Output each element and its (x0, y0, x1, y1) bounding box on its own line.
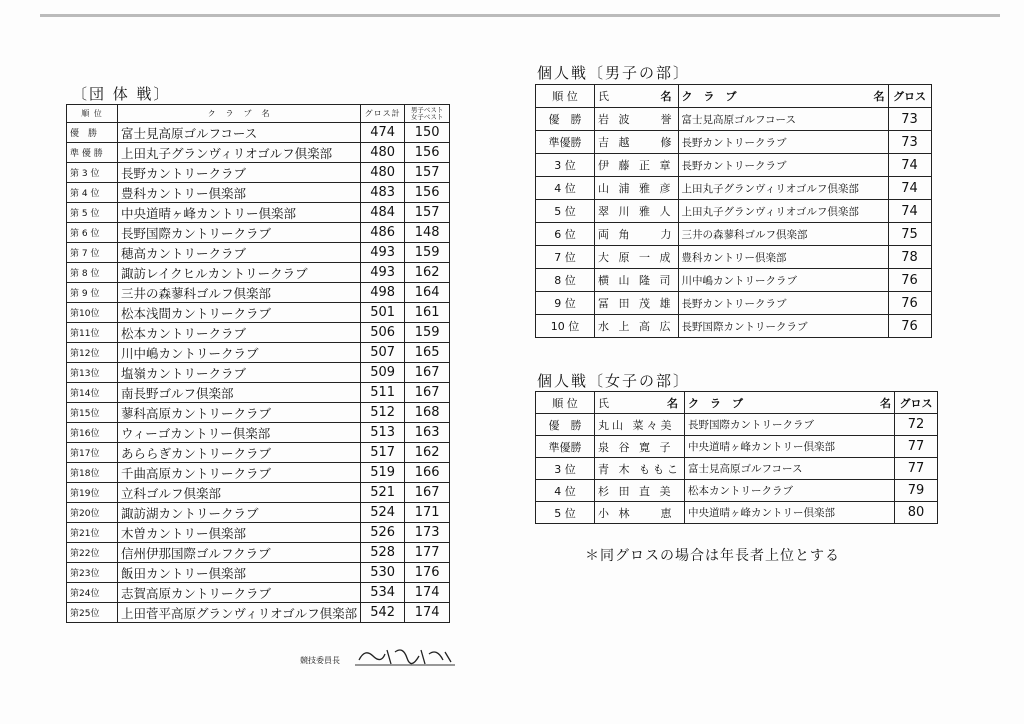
header-club: ク ラ ブ 名 (118, 105, 361, 123)
header-gross: グロス (888, 85, 931, 108)
team-row (67, 163, 450, 183)
team-best: 159 (405, 243, 450, 263)
women-rank: 5 位 (536, 502, 595, 524)
team-row (67, 503, 450, 523)
team-row (67, 323, 450, 343)
men-player-name: 翠 川 雅 人 (595, 200, 679, 223)
men-player-name: 吉 越 修 (595, 131, 679, 154)
women-row (536, 414, 938, 436)
team-rank: 第 7 位 (67, 243, 118, 263)
team-rank: 第21位 (67, 523, 118, 543)
team-best: 156 (405, 183, 450, 203)
men-rank: 優 勝 (536, 108, 595, 131)
header-men-best: 男子ベスト (410, 105, 444, 114)
team-gross-total: 501 (361, 303, 405, 323)
men-section-title: 個人戦〔男子の部〕 (537, 64, 691, 82)
team-gross-total: 511 (361, 383, 405, 403)
team-rank: 準 優 勝 (67, 143, 118, 163)
men-gross: 73 (888, 108, 931, 131)
team-row (67, 523, 450, 543)
women-club: 長野国際カントリークラブ (685, 414, 895, 436)
team-rank: 第15位 (67, 403, 118, 423)
team-gross-total: 524 (361, 503, 405, 523)
header-club: ク ラ ブ 名 (685, 392, 895, 414)
team-rank: 第10位 (67, 303, 118, 323)
team-club: 諏訪レイクヒルカントリークラブ (118, 263, 361, 283)
men-gross: 74 (888, 200, 931, 223)
team-club: 諏訪湖カントリークラブ (118, 503, 361, 523)
women-player-name: 青 木 ももこ (595, 458, 685, 480)
men-player-name: 山 浦 雅 彦 (595, 177, 679, 200)
men-player-name: 横 山 隆 司 (595, 269, 679, 292)
team-best: 168 (405, 403, 450, 423)
team-club: 穂高カントリークラブ (118, 243, 361, 263)
men-row (536, 108, 932, 131)
team-rank: 第 8 位 (67, 263, 118, 283)
team-club: 飯田カントリー倶楽部 (118, 563, 361, 583)
team-gross-total: 512 (361, 403, 405, 423)
scan-edge-line (40, 14, 1000, 17)
header-name: 氏 名 (595, 85, 679, 108)
team-club: 千曲高原カントリークラブ (118, 463, 361, 483)
header-rank: 順 位 (536, 392, 595, 414)
team-rank: 第18位 (67, 463, 118, 483)
men-gross: 78 (888, 246, 931, 269)
team-gross-total: 534 (361, 583, 405, 603)
team-row (67, 183, 450, 203)
team-best: 173 (405, 523, 450, 543)
team-best: 164 (405, 283, 450, 303)
team-row (67, 563, 450, 583)
team-gross-total: 483 (361, 183, 405, 203)
women-row (536, 458, 938, 480)
tie-break-note: ＊同グロスの場合は年長者上位とする (585, 548, 840, 564)
men-row (536, 223, 932, 246)
men-club: 三井の森蓼科ゴルフ倶楽部 (678, 223, 888, 246)
team-best: 156 (405, 143, 450, 163)
men-rank: 4 位 (536, 177, 595, 200)
team-row (67, 343, 450, 363)
team-row (67, 243, 450, 263)
team-gross-total: 507 (361, 343, 405, 363)
women-club: 中央道晴ヶ峰カントリー倶楽部 (685, 436, 895, 458)
team-club: 豊科カントリー倶楽部 (118, 183, 361, 203)
team-rank: 第 3 位 (67, 163, 118, 183)
women-club: 富士見高原ゴルフコース (685, 458, 895, 480)
team-gross-total: 517 (361, 443, 405, 463)
men-club: 長野カントリークラブ (678, 154, 888, 177)
men-club: 豊科カントリー倶楽部 (678, 246, 888, 269)
women-player-name: 泉 谷 寛 子 (595, 436, 685, 458)
team-rank: 第22位 (67, 543, 118, 563)
team-gross-total: 513 (361, 423, 405, 443)
team-best: 174 (405, 603, 450, 623)
team-club: 長野国際カントリークラブ (118, 223, 361, 243)
team-club: 塩嶺カントリークラブ (118, 363, 361, 383)
team-row (67, 203, 450, 223)
team-rank: 第11位 (67, 323, 118, 343)
men-club: 上田丸子グランヴィリオゴルフ倶楽部 (678, 200, 888, 223)
men-rank: 準優勝 (536, 131, 595, 154)
team-club: 木曽カントリー倶楽部 (118, 523, 361, 543)
team-gross-total: 474 (361, 123, 405, 143)
team-row (67, 483, 450, 503)
team-row (67, 423, 450, 443)
team-club: 松本カントリークラブ (118, 323, 361, 343)
team-best: 174 (405, 583, 450, 603)
team-row (67, 363, 450, 383)
team-rank: 第17位 (67, 443, 118, 463)
team-row (67, 123, 450, 143)
team-row (67, 263, 450, 283)
team-gross-total: 498 (361, 283, 405, 303)
team-club: 松本浅間カントリークラブ (118, 303, 361, 323)
men-player-name: 伊 藤 正 章 (595, 154, 679, 177)
team-club: 上田丸子グランヴィリオゴルフ倶楽部 (118, 143, 361, 163)
team-gross-total: 486 (361, 223, 405, 243)
team-best: 176 (405, 563, 450, 583)
team-club: 信州伊那国際ゴルフクラブ (118, 543, 361, 563)
team-best: 171 (405, 503, 450, 523)
women-gross: 77 (895, 436, 938, 458)
women-results-table (535, 391, 938, 524)
team-club: 長野カントリークラブ (118, 163, 361, 183)
men-player-name: 冨 田 茂 雄 (595, 292, 679, 315)
men-gross: 76 (888, 315, 931, 338)
team-club: 中央道晴ヶ峰カントリー倶楽部 (118, 203, 361, 223)
men-gross: 74 (888, 177, 931, 200)
team-best: 167 (405, 363, 450, 383)
header-best (405, 105, 450, 123)
team-rank: 第23位 (67, 563, 118, 583)
team-gross-total: 521 (361, 483, 405, 503)
men-row (536, 246, 932, 269)
team-best: 148 (405, 223, 450, 243)
team-best: 162 (405, 443, 450, 463)
team-best: 150 (405, 123, 450, 143)
women-rank: 3 位 (536, 458, 595, 480)
women-club: 松本カントリークラブ (685, 480, 895, 502)
women-gross: 72 (895, 414, 938, 436)
team-rank: 第12位 (67, 343, 118, 363)
team-gross-total: 484 (361, 203, 405, 223)
men-rank: 10 位 (536, 315, 595, 338)
men-row (536, 269, 932, 292)
men-results-table (535, 84, 932, 338)
team-club: 志賀高原カントリークラブ (118, 583, 361, 603)
team-rank: 第 4 位 (67, 183, 118, 203)
team-best: 159 (405, 323, 450, 343)
men-rank: 6 位 (536, 223, 595, 246)
men-gross: 73 (888, 131, 931, 154)
team-club: ウィーゴカントリー倶楽部 (118, 423, 361, 443)
men-gross: 76 (888, 292, 931, 315)
women-rank: 準優勝 (536, 436, 595, 458)
women-gross: 79 (895, 480, 938, 502)
team-club: あららぎカントリークラブ (118, 443, 361, 463)
team-gross-total: 480 (361, 143, 405, 163)
women-player-name: 杉 田 直 美 (595, 480, 685, 502)
men-club: 川中嶋カントリークラブ (678, 269, 888, 292)
men-rank: 5 位 (536, 200, 595, 223)
team-row (67, 283, 450, 303)
team-rank: 第 5 位 (67, 203, 118, 223)
team-rank: 優 勝 (67, 123, 118, 143)
team-rank: 第16位 (67, 423, 118, 443)
team-section-title: 〔団 体 戦〕 (72, 85, 171, 103)
header-rank: 順 位 (67, 105, 118, 123)
team-best: 157 (405, 163, 450, 183)
team-row (67, 463, 450, 483)
team-rank: 第20位 (67, 503, 118, 523)
women-gross: 77 (895, 458, 938, 480)
team-club: 川中嶋カントリークラブ (118, 343, 361, 363)
team-row (67, 443, 450, 463)
team-rank: 第 6 位 (67, 223, 118, 243)
team-club: 南長野ゴルフ倶楽部 (118, 383, 361, 403)
men-club: 長野国際カントリークラブ (678, 315, 888, 338)
team-gross-total: 506 (361, 323, 405, 343)
men-rank: 7 位 (536, 246, 595, 269)
women-row (536, 436, 938, 458)
team-club: 立科ゴルフ倶楽部 (118, 483, 361, 503)
header-gross-total: グロス計 (361, 105, 405, 123)
team-row (67, 583, 450, 603)
men-row (536, 315, 932, 338)
team-rank: 第 9 位 (67, 283, 118, 303)
men-rank: 8 位 (536, 269, 595, 292)
women-club: 中央道晴ヶ峰カントリー倶楽部 (685, 502, 895, 524)
men-club: 長野カントリークラブ (678, 292, 888, 315)
team-best: 161 (405, 303, 450, 323)
men-player-name: 大 原 一 成 (595, 246, 679, 269)
team-gross-total: 530 (361, 563, 405, 583)
team-row (67, 603, 450, 623)
men-row (536, 154, 932, 177)
women-section-title: 個人戦〔女子の部〕 (537, 372, 691, 390)
team-rank: 第14位 (67, 383, 118, 403)
team-club: 富士見高原ゴルフコース (118, 123, 361, 143)
men-rank: 3 位 (536, 154, 595, 177)
team-results-table (66, 104, 450, 623)
team-club: 上田菅平高原グランヴィリオゴルフ倶楽部 (118, 603, 361, 623)
team-gross-total: 493 (361, 263, 405, 283)
men-player-name: 両 角 力 (595, 223, 679, 246)
men-player-name: 岩 波 誉 (595, 108, 679, 131)
header-women-best: 女子ベスト (410, 112, 444, 121)
team-rank: 第25位 (67, 603, 118, 623)
team-gross-total: 509 (361, 363, 405, 383)
men-rank: 9 位 (536, 292, 595, 315)
team-row (67, 403, 450, 423)
team-row (67, 223, 450, 243)
men-table-header (536, 85, 932, 108)
header-club: ク ラ ブ 名 (678, 85, 888, 108)
women-row (536, 502, 938, 524)
team-best: 162 (405, 263, 450, 283)
team-gross-total: 493 (361, 243, 405, 263)
team-rank: 第13位 (67, 363, 118, 383)
team-best: 167 (405, 483, 450, 503)
team-best: 177 (405, 543, 450, 563)
team-row (67, 303, 450, 323)
team-row (67, 543, 450, 563)
signature-label: 競技委員長 (300, 656, 340, 665)
men-club: 長野カントリークラブ (678, 131, 888, 154)
team-gross-total: 480 (361, 163, 405, 183)
women-rank: 4 位 (536, 480, 595, 502)
team-row (67, 143, 450, 163)
men-player-name: 水 上 高 広 (595, 315, 679, 338)
team-row (67, 383, 450, 403)
women-player-name: 丸山 菜々美 (595, 414, 685, 436)
men-club: 上田丸子グランヴィリオゴルフ倶楽部 (678, 177, 888, 200)
women-gross: 80 (895, 502, 938, 524)
team-best: 166 (405, 463, 450, 483)
women-rank: 優 勝 (536, 414, 595, 436)
team-best: 167 (405, 383, 450, 403)
team-gross-total: 542 (361, 603, 405, 623)
men-row (536, 131, 932, 154)
men-row (536, 200, 932, 223)
women-player-name: 小 林 恵 (595, 502, 685, 524)
header-gross: グロス (895, 392, 938, 414)
men-gross: 74 (888, 154, 931, 177)
team-best: 163 (405, 423, 450, 443)
men-row (536, 292, 932, 315)
men-club: 富士見高原ゴルフコース (678, 108, 888, 131)
men-gross: 75 (888, 223, 931, 246)
header-rank: 順 位 (536, 85, 595, 108)
team-best: 157 (405, 203, 450, 223)
handwritten-signature (355, 644, 455, 668)
team-rank: 第24位 (67, 583, 118, 603)
men-gross: 76 (888, 269, 931, 292)
men-row (536, 177, 932, 200)
team-gross-total: 528 (361, 543, 405, 563)
team-gross-total: 519 (361, 463, 405, 483)
team-club: 蓼科高原カントリークラブ (118, 403, 361, 423)
team-gross-total: 526 (361, 523, 405, 543)
team-best: 165 (405, 343, 450, 363)
team-table-header (67, 105, 450, 123)
header-name: 氏 名 (595, 392, 685, 414)
team-rank: 第19位 (67, 483, 118, 503)
women-row (536, 480, 938, 502)
team-club: 三井の森蓼科ゴルフ倶楽部 (118, 283, 361, 303)
women-table-header (536, 392, 938, 414)
